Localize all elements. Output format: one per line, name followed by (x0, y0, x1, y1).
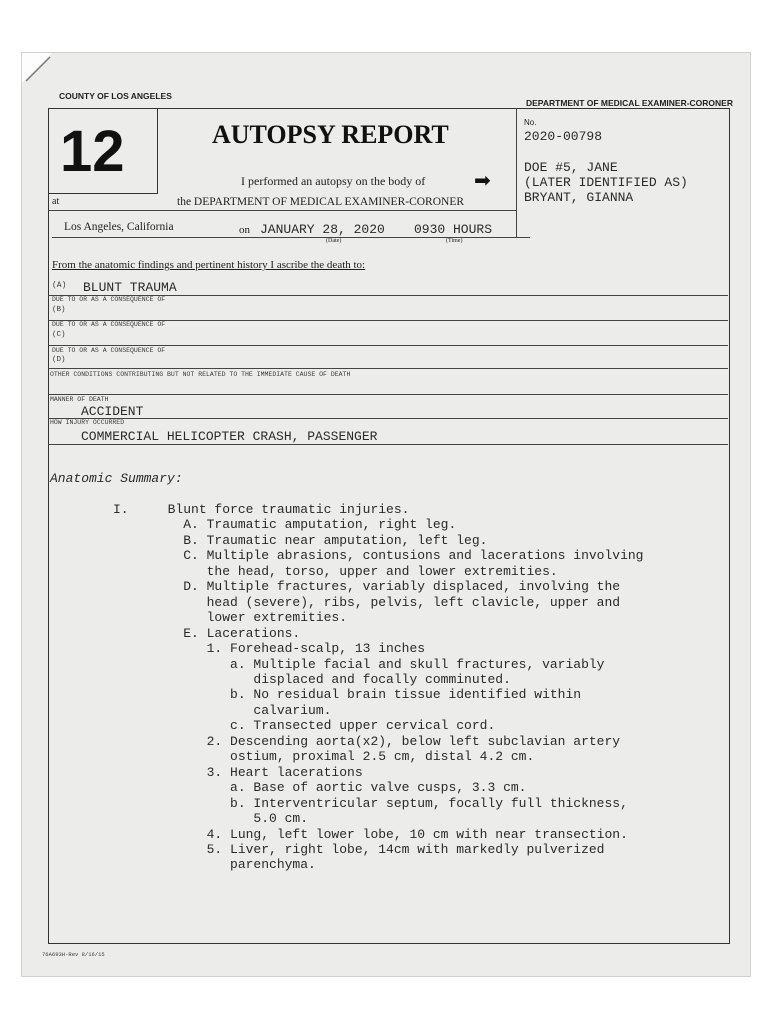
how-injury-label: HOW INJURY OCCURRED (50, 419, 125, 426)
cause-d-label: (D) (52, 356, 66, 364)
summary-line: a. Base of aortic valve cusps, 3.3 cm. (113, 780, 527, 796)
on-label: on (239, 224, 250, 236)
consequence-label-c: DUE TO OR AS A CONSEQUENCE OF (52, 321, 166, 328)
manner-rule (48, 418, 728, 419)
autopsy-time: 0930 HOURS (414, 222, 493, 237)
summary-line: 3. Heart lacerations (113, 764, 363, 780)
decedent-line-3: BRYANT, GIANNA (524, 190, 634, 205)
cause-b-label: (B) (52, 306, 66, 314)
summary-line: A. Traumatic amputation, right leg. (113, 517, 457, 533)
other-conditions-label: OTHER CONDITIONS CONTRIBUTING BUT NOT RELATED TO THE IMMEDIATE CAUSE OF DEATH (50, 371, 351, 378)
decedent-line-1: DOE #5, JANE (524, 160, 618, 175)
city-label: Los Angeles, California (64, 221, 174, 233)
summary-line: b. No residual brain tissue identified within (113, 687, 582, 703)
decedent-line-2: (LATER IDENTIFIED AS) (524, 175, 688, 190)
cause-a-label: (A) (52, 281, 67, 290)
cause-intro: From the anatomic findings and pertinent history I ascribe the death to: (52, 259, 366, 271)
county-label: COUNTY OF LOS ANGELES (59, 91, 172, 101)
no-label: No. (524, 118, 537, 127)
manner-value: ACCIDENT (81, 404, 144, 419)
manner-label: MANNER OF DEATH (50, 396, 109, 403)
folded-corner-mark (22, 53, 52, 83)
arrow-icon: ➡ (474, 168, 491, 192)
summary-line: a. Multiple facial and skull fractures, variably (113, 656, 605, 672)
cause-d-rule (48, 368, 728, 369)
summary-line: C. Multiple abrasions, contusions and lacerations involving (113, 548, 644, 564)
summary-line: c. Transected upper cervical cord. (113, 718, 496, 734)
department-label: DEPARTMENT OF MEDICAL EXAMINER-CORONER (526, 98, 733, 108)
at-place: the DEPARTMENT OF MEDICAL EXAMINER-CORONER (177, 196, 465, 208)
report-title: AUTOPSY REPORT (212, 120, 449, 149)
case-number: 12 (60, 119, 125, 184)
summary-line: parenchyma. (113, 857, 316, 873)
date-caption: (Date) (326, 238, 342, 244)
summary-line: 5. Liver, right lobe, 14cm with markedly pulverized (113, 841, 605, 857)
summary-line: I. Blunt force traumatic injuries. (113, 502, 410, 517)
summary-line: head (severe), ribs, pelvis, left clavicle, upper and (113, 594, 621, 610)
consequence-label-b: DUE TO OR AS A CONSEQUENCE OF (52, 296, 166, 303)
at-label: at (52, 196, 60, 207)
cause-c-rule (48, 345, 728, 346)
how-injury-value: COMMERCIAL HELICOPTER CRASH, PASSENGER (81, 429, 378, 444)
summary-line: 2. Descending aorta(x2), below left subclavian artery (113, 733, 621, 749)
summary-line: 4. Lung, left lower lobe, 10 cm with near transection. (113, 826, 628, 842)
summary-heading: Anatomic Summary: (50, 471, 183, 486)
right-box-divider (516, 108, 517, 238)
cause-a-value: BLUNT TRAUMA (83, 280, 177, 295)
summary-body (113, 502, 644, 873)
summary-line: lower extremities. (113, 610, 348, 626)
performed-on-label: I performed an autopsy on the body of (241, 174, 426, 188)
form-code: 76A693H-Rev 8/16/15 (42, 951, 105, 958)
at-rule (48, 210, 516, 211)
summary-line: B. Traumatic near amputation, left leg. (113, 532, 488, 548)
how-injury-rule (48, 444, 728, 445)
summary-line: calvarium. (113, 702, 332, 718)
summary-line: ostium, proximal 2.5 cm, distal 4.2 cm. (113, 749, 535, 765)
summary-line: displaced and focally comminuted. (113, 671, 511, 687)
cause-c-label: (C) (52, 331, 66, 339)
summary-line: the head, torso, upper and lower extremities. (113, 563, 558, 579)
summary-line: E. Lacerations. (113, 625, 301, 641)
summary-line: D. Multiple fractures, variably displaced, involving the (113, 579, 621, 595)
summary-line: 5.0 cm. (113, 811, 309, 827)
report-number: 2020-00798 (524, 129, 603, 144)
autopsy-date: JANUARY 28, 2020 (260, 222, 385, 237)
other-conditions-rule (48, 394, 728, 395)
consequence-label-d: DUE TO OR AS A CONSEQUENCE OF (52, 347, 166, 354)
time-caption: (Time) (446, 238, 463, 244)
summary-line: b. Interventricular septum, focally full thickness, (113, 795, 628, 811)
summary-line: 1. Forehead-scalp, 13 inches (113, 641, 426, 657)
